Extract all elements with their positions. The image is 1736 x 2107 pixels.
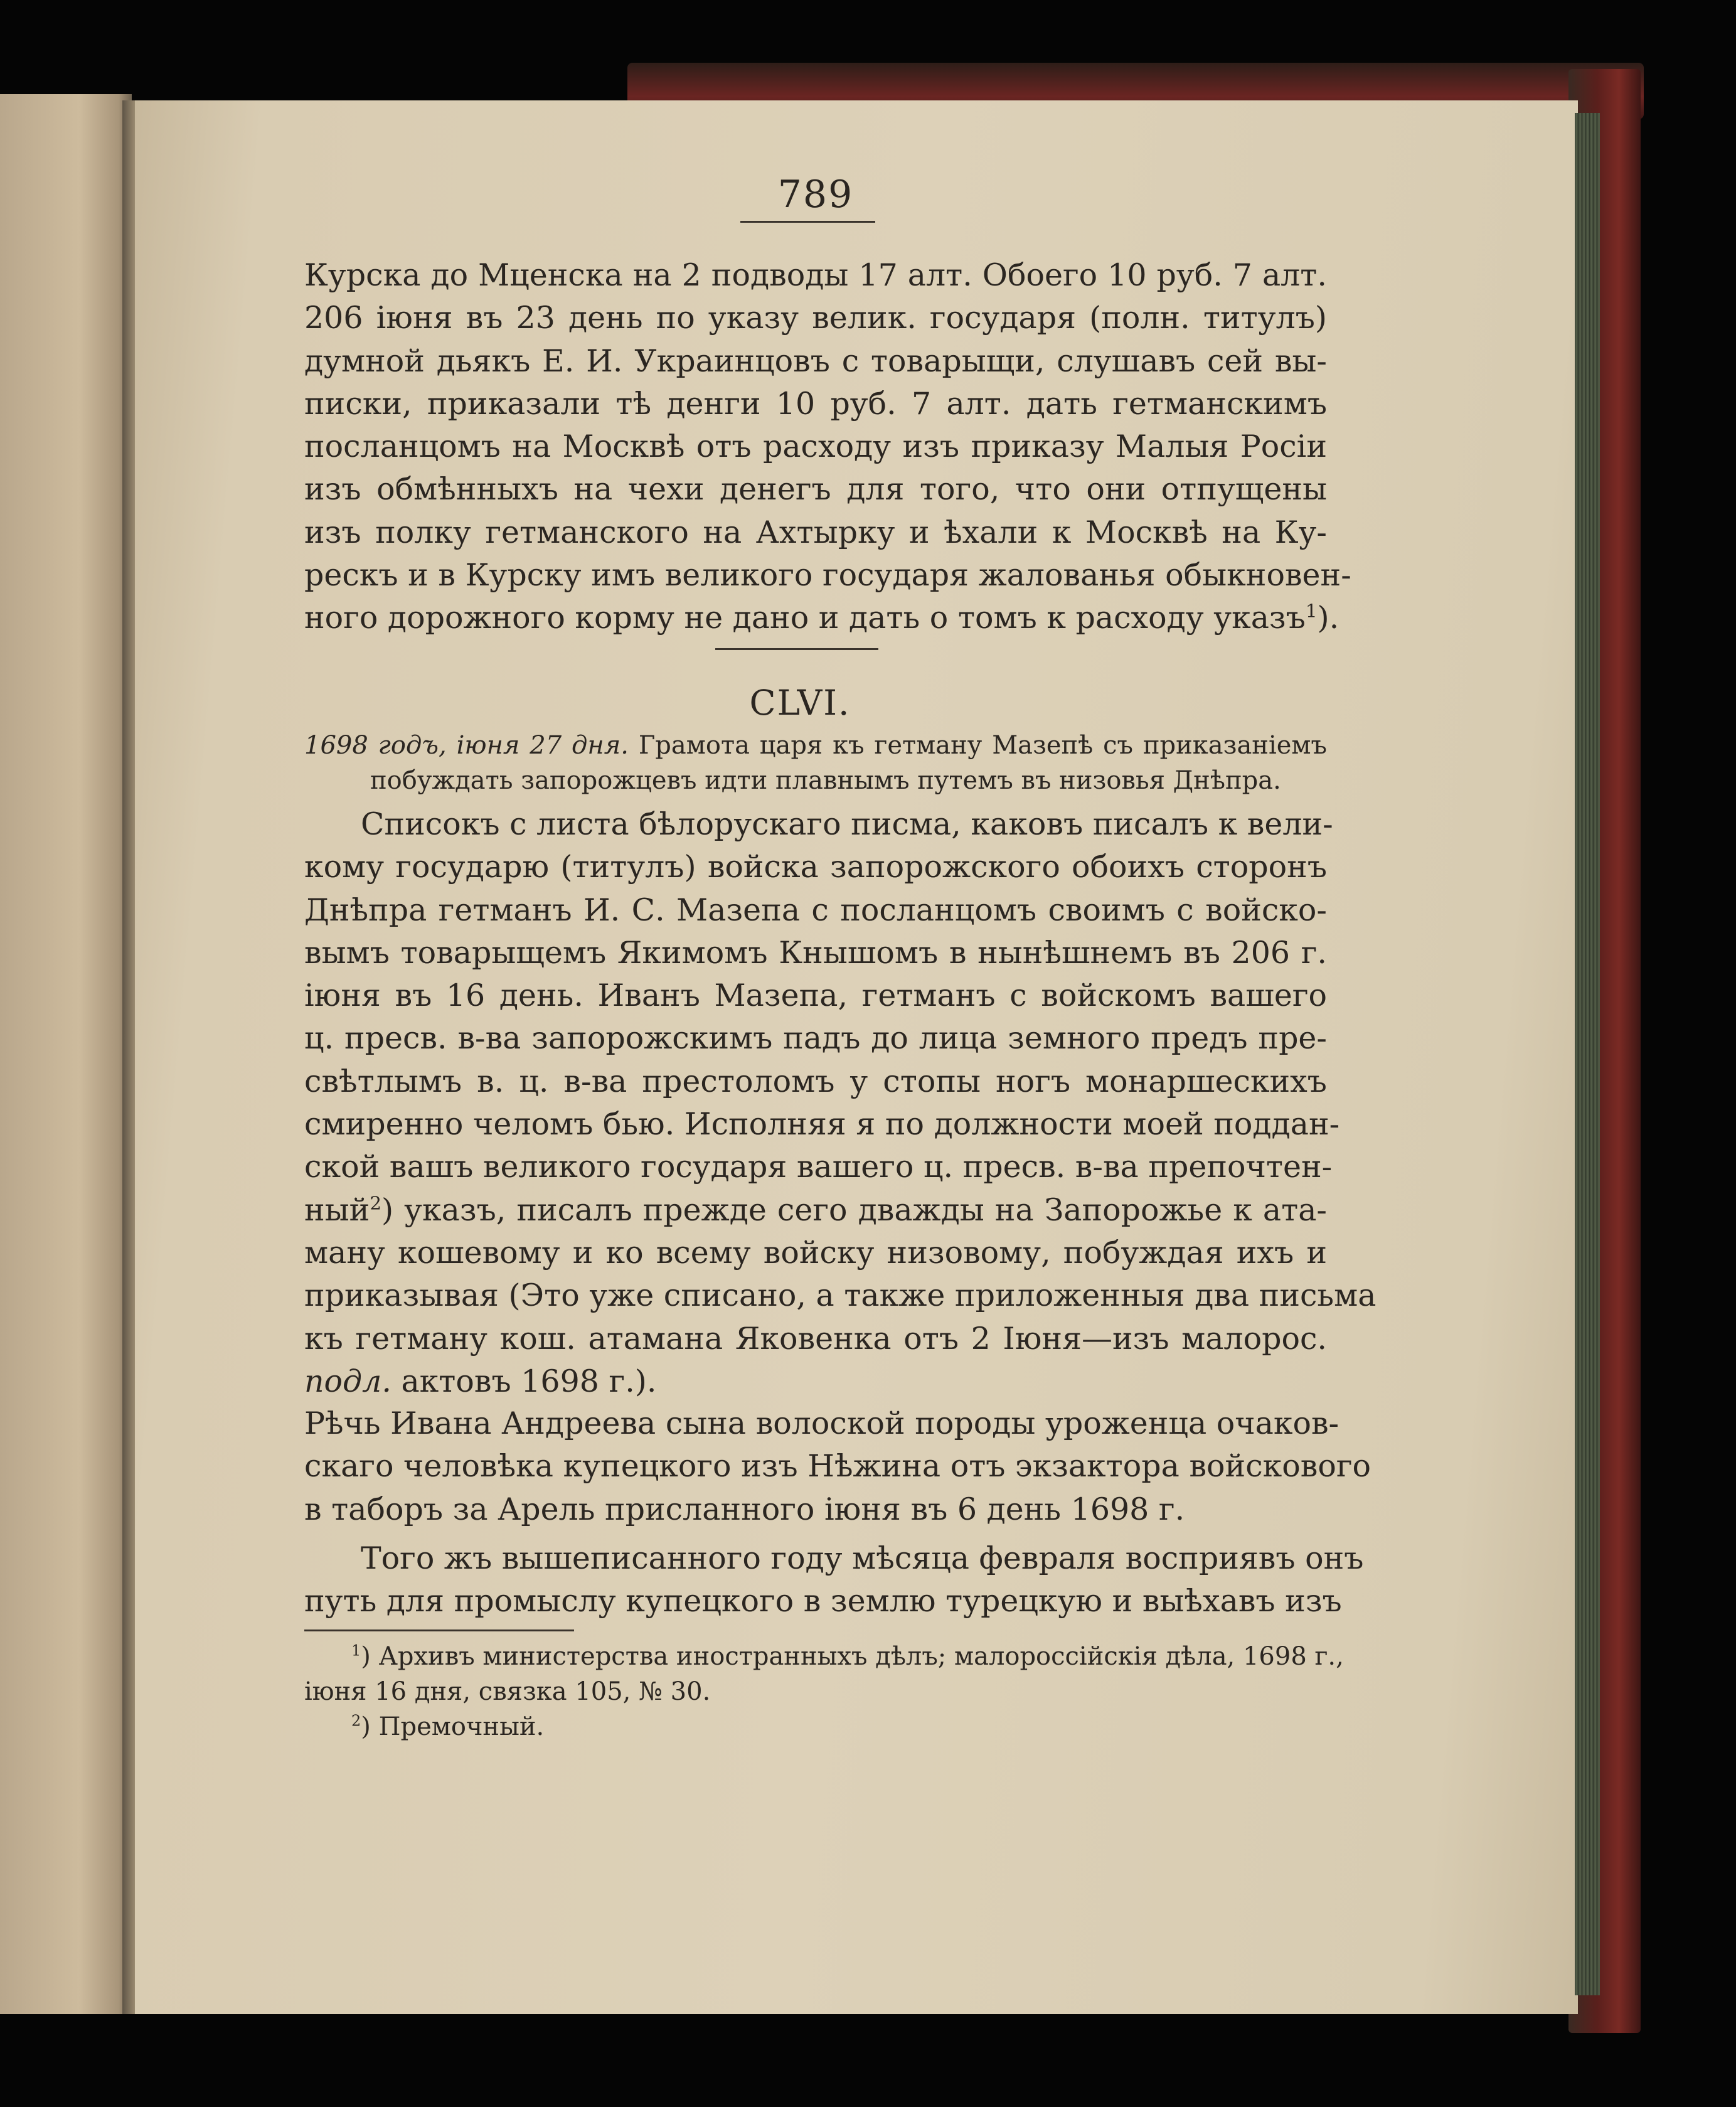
footnotes [304,1639,1344,1744]
text-line: къ гетману кош. атамана Яковенка отъ 2 Іюня—изъ малорос. [304,1320,1327,1357]
page-block-edge [1575,113,1600,1995]
text-line: Курска до Мценска на 2 подводы 17 алт. Обоего 10 руб. 7 алт. [304,257,1327,293]
text-line: вымъ товарыщемъ Якимомъ Кнышомъ в нынѣшнемъ въ 206 г. [304,934,1327,971]
text-line: іюня въ 16 день. Иванъ Мазепа, гетманъ с войскомъ вашего [304,978,1327,1014]
text-line: путь для промыслу купецкого в землю турецкую и выѣхавъ изъ [304,1583,1342,1619]
summary-line: побуждать запорожцевъ идти плавнымъ путемъ въ низовья Днѣпра. [370,766,1281,795]
facing-page-edge [0,94,132,2014]
text-line: 206 іюня въ 23 день по указу велик. государя (полн. титулъ) [304,300,1327,336]
document-summary [304,728,1327,798]
text-line: Днѣпра гетманъ И. С. Мазепа с посланцомъ своимъ с войско- [304,892,1327,928]
text-line [304,597,1339,639]
text-span: актовъ 1698 г.). [391,1363,657,1399]
text-line: кому государю (титулъ) войска запорожского обоихъ сторонъ [304,849,1327,885]
text-line: изъ полку гетманского на Ахтырку и ѣхали к Москвѣ на Ку- [304,514,1327,550]
text-span: ) указъ, писалъ прежде сего дважды на Запорожье к ата- [381,1192,1327,1228]
footnote-text: ) Архивъ министерства иностранныхъ дѣлъ; малороссійскія дѣла, 1698 г., [361,1642,1344,1671]
text-line: писки, приказали тѣ денги 10 руб. 7 алт. дать гетманскимъ [304,385,1327,422]
letter-paragraph [304,803,1377,1403]
text-line: приказывая (Это уже списано, а также приложенныя два письма [304,1278,1377,1314]
text-line: свѣтлымъ в. ц. в-ва престоломъ у стопы ногъ монаршескихъ [304,1063,1327,1099]
text-line: ской вашъ великого государя вашего ц. пресв. в-ва препочтен- [304,1149,1333,1185]
text-span: ный [304,1192,370,1228]
page-number: 789 [777,173,854,216]
footnote-line [304,1709,1327,1744]
text-span-italic: подл. [304,1363,391,1399]
final-paragraph [304,1537,1364,1623]
text-line: смиренно челомъ бью. Исполняя я по должности моей поддан- [304,1106,1340,1143]
text-line: рескъ и в Курску имъ великого государя жалованья обыкновен- [304,557,1351,594]
text-line: думной дьякъ Е. И. Украинцовъ с товарыщи, слушавъ сей вы- [304,343,1327,379]
text-line: Того жъ вышеписанного году мѣсяца февраля восприявъ онъ [361,1540,1364,1576]
footnote-rule [304,1630,574,1631]
text-line: ц. пресв. в-ва запорожскимъ падъ до лица земного предъ пре- [304,1020,1327,1057]
section-title: CLVI. [749,683,851,723]
footnote-line: іюня 16 дня, связка 105, № 30. [304,1677,711,1706]
text-span: ного дорожного корму не дано и дать о томъ к расходу указъ [304,600,1306,636]
section-rule [715,648,878,650]
summary-date: 1698 годъ, іюня 27 дня. [304,731,629,760]
footnote-mark: 2 [351,1712,361,1730]
footnote-ref: 1 [1305,600,1318,622]
text-span: ). [1317,600,1339,636]
text-line: Рѣчь Ивана Андреева сына волоской породы уроженца очаков- [304,1406,1339,1441]
page-number-rule [740,221,875,223]
text-line: ману кошевому и ко всему войску низовому, побуждая ихъ и [304,1234,1327,1271]
footnote-mark: 1 [351,1641,361,1660]
text-line: посланцомъ на Москвѣ отъ расходу изъ приказу Малыя Росіи [304,429,1327,465]
text-line: Списокъ с листа бѣлорускаго писма, каковъ писалъ к вели- [361,806,1333,842]
speech-heading-paragraph [304,1402,1371,1531]
text-line [304,1360,1327,1403]
summary-line [304,728,1327,763]
text-line: в таборъ за Арель присланного іюня въ 6 день 1698 г. [304,1491,1185,1527]
summary-text: Грамота царя къ гетману Мазепѣ съ приказаніемъ [628,731,1327,760]
footnote-ref: 2 [370,1192,382,1214]
continuation-paragraph [304,254,1351,640]
footnote-text: ) Премочный. [361,1712,545,1741]
text-line [304,1189,1327,1232]
footnote-line [304,1639,1344,1674]
text-line: изъ обмѣнныхъ на чехи денегъ для того, что они отпущены [304,471,1327,508]
text-line: скаго человѣка купецкого изъ Нѣжина отъ экзактора войскового [304,1448,1371,1485]
